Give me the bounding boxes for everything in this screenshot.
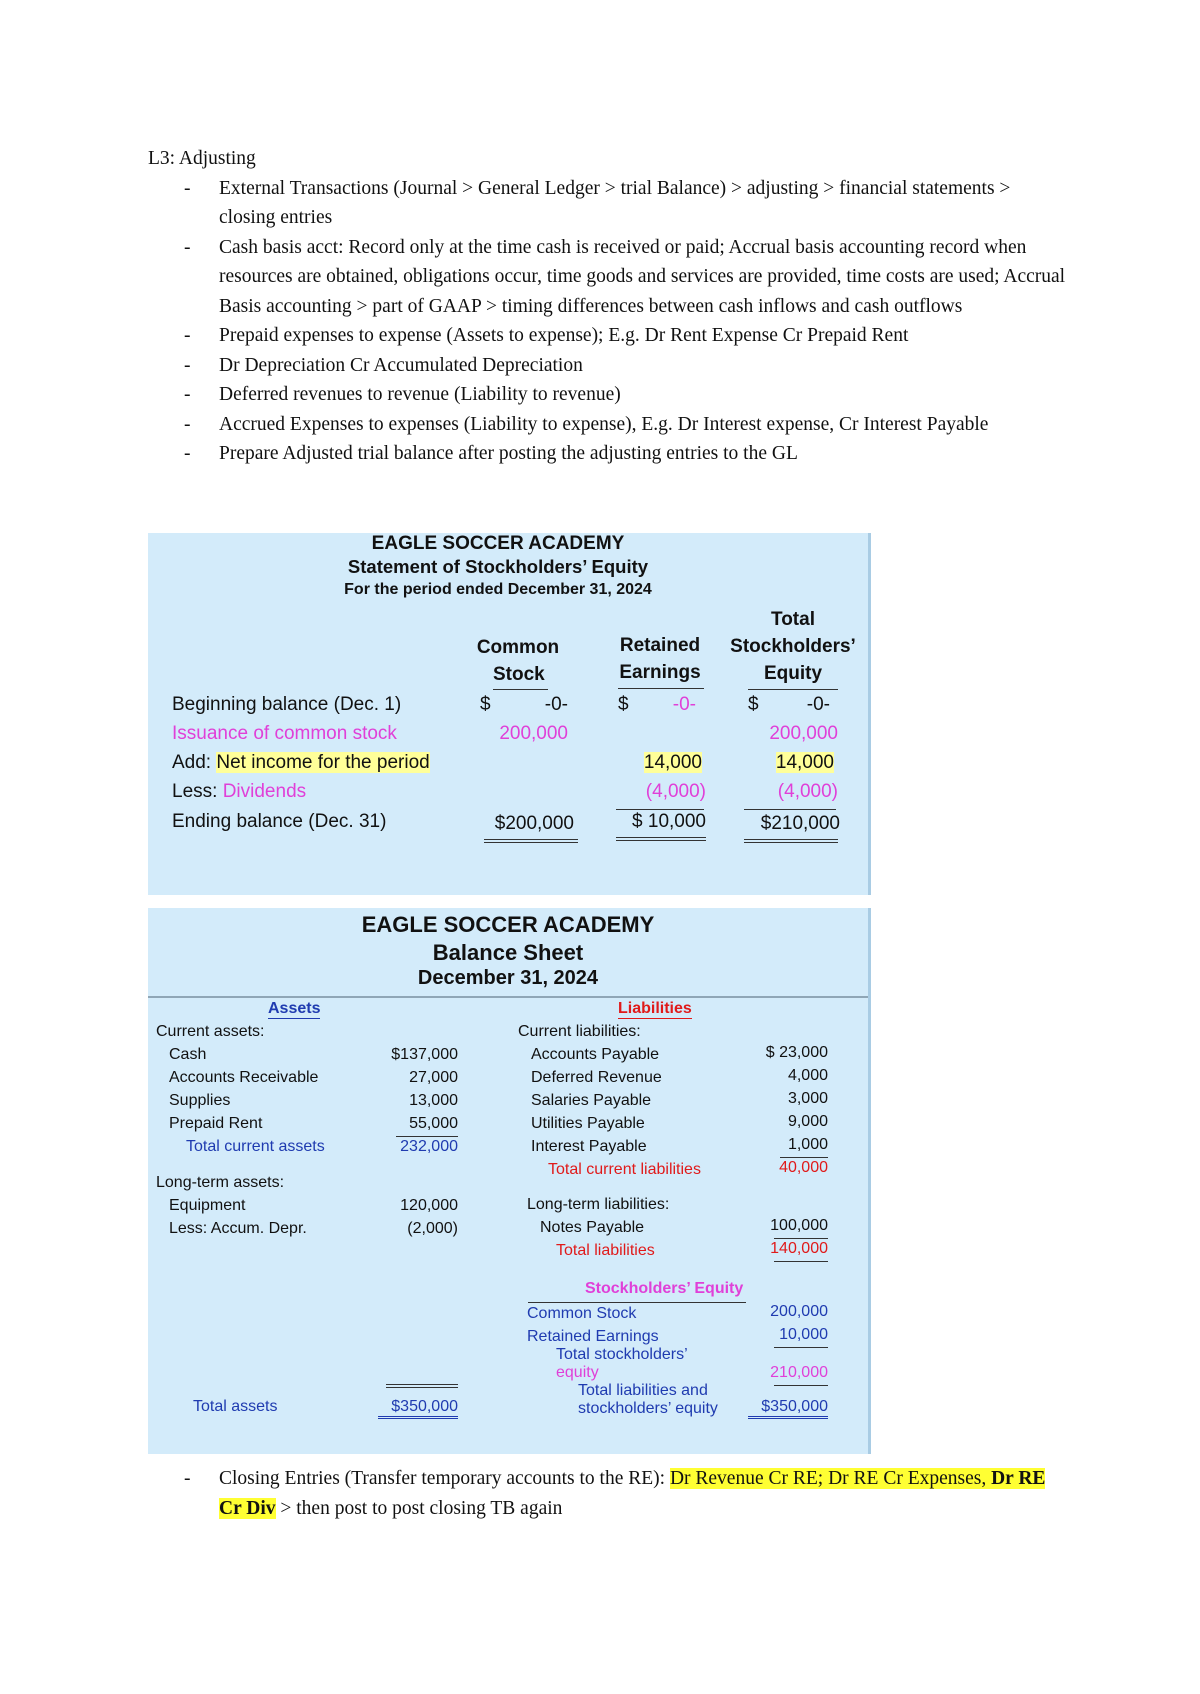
prepaid-value: 55,000 [409, 1115, 458, 1132]
prepaid-label: Prepaid Rent [169, 1115, 263, 1132]
interest-payable-value: 1,000 [787, 1136, 828, 1153]
interest-payable-label: Interest Payable [531, 1138, 647, 1155]
total-se-label-1: Total stockholders’ [556, 1346, 688, 1363]
notes-bullet: - Prepaid expenses to expense (Assets to expense); E.g. Dr Rent Expense Cr Prepaid Rent [148, 321, 1068, 351]
accum-depr-label: Less: Accum. Depr. [169, 1220, 307, 1237]
total-current-assets-label: Total current assets [186, 1138, 325, 1155]
notes-bullet-list [148, 174, 1068, 469]
deferred-revenue-label: Deferred Revenue [531, 1069, 662, 1086]
total-assets-value: $350,000 [378, 1398, 458, 1419]
row-dividends-label: Less: Dividends [172, 781, 307, 802]
notes-bullet: - Dr Depreciation Cr Accumulated Depreciation [148, 351, 1068, 381]
supplies-value: 13,000 [409, 1092, 458, 1109]
total-le-value: $350,000 [748, 1398, 828, 1419]
assets-header: Assets [268, 1000, 321, 1017]
row-beginning-tot-sign: $ [748, 694, 759, 715]
notes-payable-label: Notes Payable [540, 1219, 645, 1236]
row-issuance-tot: 200,000 [769, 723, 838, 744]
closing-bullet-list [148, 1464, 1068, 1523]
col-total-header-1: Total [771, 609, 815, 630]
row-ending-re: $ 10,000 [632, 811, 706, 832]
col-retained-header-2: Earnings [619, 662, 701, 683]
col-total-header-3: Equity [763, 663, 823, 684]
col-common-header-1: Common [476, 637, 560, 658]
closing-entries-bullet: - Closing Entries (Transfer temporary accounts to the RE): Dr Revenue Cr RE; Dr RE Cr Expenses, Dr RE Cr Div > then post to post closing TB again [148, 1464, 1068, 1523]
total-se-value: 210,000 [770, 1364, 828, 1381]
total-current-liabilities-value: 40,000 [779, 1159, 828, 1176]
row-beginning-cs-sign: $ [480, 694, 491, 715]
row-dividends-tot: (4,000) [777, 781, 838, 802]
row-dividends-re: (4,000) [645, 781, 706, 802]
row-beginning-tot: -0- [806, 694, 830, 715]
row-beginning-re-sign: $ [618, 694, 629, 715]
bs-title: Balance Sheet [432, 940, 584, 965]
ar-label: Accounts Receivable [169, 1069, 319, 1086]
col-common-header-2: Stock [493, 664, 545, 685]
col-total-header-2: Stockholders’ [730, 636, 856, 657]
total-liabilities-label: Total liabilities [556, 1242, 655, 1259]
se-header: Stockholders’ Equity [585, 1280, 744, 1297]
total-le-label-2: stockholders’ equity [578, 1400, 718, 1417]
equity-statement-period: For the period ended December 31, 2024 [344, 581, 652, 598]
utilities-payable-label: Utilities Payable [531, 1115, 645, 1132]
row-beginning-re: -0- [672, 694, 696, 715]
notes-payable-value: 100,000 [770, 1217, 828, 1234]
bs-company-name: EAGLE SOCCER ACADEMY [361, 912, 655, 937]
notes-bullet: - Accrued Expenses to expenses (Liability to expense), E.g. Dr Interest expense, Cr Interest Payable [148, 410, 1068, 440]
retained-earnings-label: Retained Earnings [527, 1328, 659, 1345]
total-liabilities-value: 140,000 [770, 1240, 828, 1257]
salaries-payable-label: Salaries Payable [531, 1092, 652, 1109]
total-current-assets-value: 232,000 [400, 1138, 458, 1155]
ap-value: $ 23,000 [765, 1044, 828, 1061]
row-ending-tot: $210,000 [760, 813, 840, 834]
row-beginning-cs: -0- [544, 694, 568, 715]
closing-notes [148, 1464, 1068, 1523]
col-retained-header-1: Retained [619, 635, 701, 656]
row-net-income-tot: 14,000 [775, 752, 834, 773]
retained-earnings-value: 10,000 [779, 1326, 828, 1343]
equity-company-name: EAGLE SOCCER ACADEMY [371, 533, 625, 554]
longterm-liabilities-label: Long-term liabilities: [527, 1196, 670, 1213]
total-current-liabilities-label: Total current liabilities [548, 1161, 701, 1178]
ap-label: Accounts Payable [531, 1046, 660, 1063]
deferred-revenue-value: 4,000 [787, 1067, 828, 1084]
notes-bullet: - Deferred revenues to revenue (Liability to revenue) [148, 380, 1068, 410]
notes-bullet: - Prepare Adjusted trial balance after posting the adjusting entries to the GL [148, 439, 1068, 469]
longterm-assets-label: Long-term assets: [156, 1174, 285, 1191]
accum-depr-value: (2,000) [407, 1220, 458, 1237]
equipment-value: 120,000 [400, 1197, 458, 1214]
equity-statement-image [148, 533, 871, 895]
total-le-label-1: Total liabilities and [578, 1382, 708, 1399]
notes-bullet: - Cash basis acct: Record only at the time cash is received or paid; Accrual basis accounting record when resources are obtained, obligations occur, time goods and services are provided, time costs are used; Accrual Basis accounting > part of GAAP > timing differences between cash inflows and cash outflows [148, 233, 1068, 322]
row-ending-label: Ending balance (Dec. 31) [172, 811, 387, 832]
row-net-income-label: Add: Net income for the period [172, 752, 430, 773]
lecture-notes [148, 144, 1068, 469]
notes-heading: L3: Adjusting [148, 148, 256, 169]
total-assets-label: Total assets [193, 1398, 278, 1415]
notes-bullet: - External Transactions (Journal > General Ledger > trial Balance) > adjusting > financial statements > closing entries [148, 174, 1068, 233]
common-stock-label: Common Stock [527, 1305, 637, 1322]
row-issuance-cs: 200,000 [499, 723, 568, 744]
row-ending-cs: $200,000 [494, 813, 574, 834]
row-issuance-label: Issuance of common stock [172, 723, 397, 744]
utilities-payable-value: 9,000 [787, 1113, 828, 1130]
ar-value: 27,000 [409, 1069, 458, 1086]
bs-date: December 31, 2024 [417, 967, 599, 989]
cash-value: $137,000 [391, 1046, 458, 1063]
supplies-label: Supplies [169, 1092, 231, 1109]
equity-statement-title: Statement of Stockholders’ Equity [347, 556, 649, 577]
row-net-income-re: 14,000 [643, 752, 702, 773]
row-beginning-label: Beginning balance (Dec. 1) [172, 694, 402, 715]
common-stock-value: 200,000 [770, 1303, 828, 1320]
current-liabilities-label: Current liabilities: [518, 1023, 641, 1040]
total-se-label-2: equity [556, 1364, 599, 1381]
current-assets-label: Current assets: [156, 1023, 265, 1040]
salaries-payable-value: 3,000 [787, 1090, 828, 1107]
liabilities-header: Liabilities [618, 1000, 692, 1017]
cash-label: Cash [169, 1046, 207, 1063]
equipment-label: Equipment [169, 1197, 246, 1214]
balance-sheet-image [148, 908, 871, 1454]
